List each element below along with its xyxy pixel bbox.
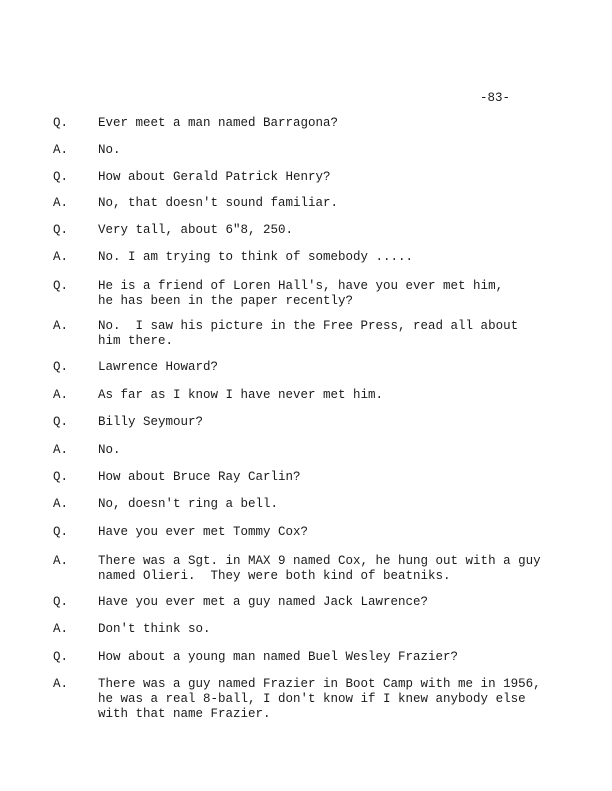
testimony-text: How about a young man named Buel Wesley Frazier?	[98, 650, 459, 664]
testimony-text: No. I am trying to think of somebody .....	[98, 250, 414, 264]
speaker-label: Q.	[53, 116, 69, 130]
testimony-text: He is a friend of Loren Hall's, have you ever met him, he has been in the paper recently?	[98, 279, 504, 308]
testimony-text: How about Gerald Patrick Henry?	[98, 170, 331, 184]
speaker-label: Q.	[53, 279, 69, 293]
speaker-label: Q.	[53, 470, 69, 484]
speaker-label: A.	[53, 497, 69, 511]
testimony-text: No.	[98, 143, 121, 157]
speaker-label: Q.	[53, 223, 69, 237]
speaker-label: Q.	[53, 415, 69, 429]
page-number: -83-	[480, 91, 511, 105]
testimony-text: No, that doesn't sound familiar.	[98, 196, 339, 210]
speaker-label: Q.	[53, 650, 69, 664]
testimony-text: Billy Seymour?	[98, 415, 204, 429]
speaker-label: A.	[53, 443, 69, 457]
testimony-text: As far as I know I have never met him.	[98, 388, 384, 402]
testimony-text: There was a guy named Frazier in Boot Camp with me in 1956, he was a real 8-ball, I don't know if I knew anybody else with that name Frazier.	[98, 677, 541, 721]
testimony-text: Very tall, about 6"8, 250.	[98, 223, 294, 237]
speaker-label: A.	[53, 250, 69, 264]
speaker-label: Q.	[53, 360, 69, 374]
testimony-text: Don't think so.	[98, 622, 211, 636]
speaker-label: Q.	[53, 525, 69, 539]
speaker-label: Q.	[53, 595, 69, 609]
speaker-label: A.	[53, 554, 69, 568]
speaker-label: A.	[53, 677, 69, 691]
speaker-label: A.	[53, 196, 69, 210]
testimony-text: Lawrence Howard?	[98, 360, 219, 374]
testimony-text: No. I saw his picture in the Free Press, read all about him there.	[98, 319, 519, 348]
speaker-label: A.	[53, 622, 69, 636]
testimony-text: Ever meet a man named Barragona?	[98, 116, 339, 130]
speaker-label: Q.	[53, 170, 69, 184]
testimony-text: How about Bruce Ray Carlin?	[98, 470, 301, 484]
testimony-text: Have you ever met a guy named Jack Lawrence?	[98, 595, 429, 609]
speaker-label: A.	[53, 319, 69, 333]
testimony-text: No.	[98, 443, 121, 457]
testimony-text: No, doesn't ring a bell.	[98, 497, 279, 511]
testimony-text: There was a Sgt. in MAX 9 named Cox, he hung out with a guy named Olieri. They were both kind of beatniks.	[98, 554, 541, 583]
speaker-label: A.	[53, 388, 69, 402]
testimony-text: Have you ever met Tommy Cox?	[98, 525, 309, 539]
speaker-label: A.	[53, 143, 69, 157]
